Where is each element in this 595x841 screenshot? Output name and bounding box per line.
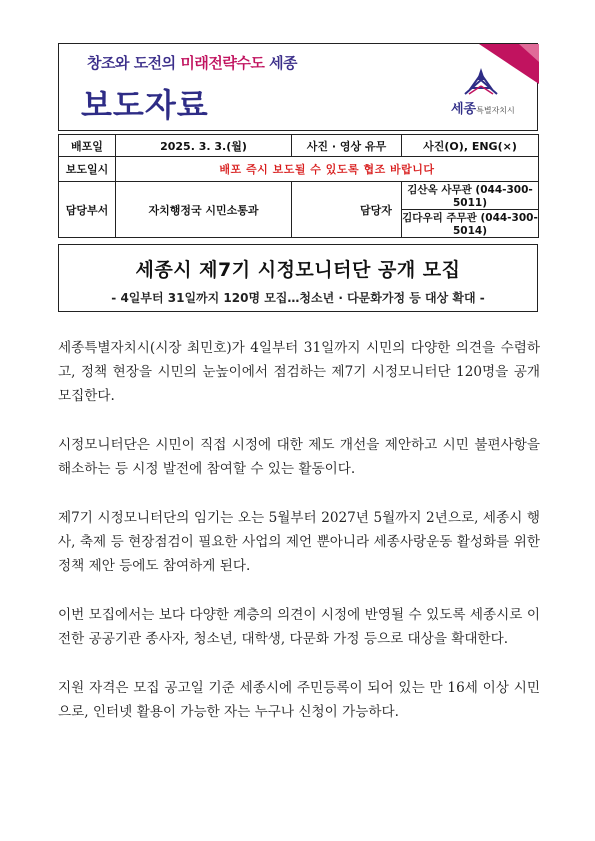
label-embargo: 보도일시	[59, 157, 116, 182]
press-info-table	[58, 134, 539, 238]
contact-1: 김산옥 사무관 (044-300-5011)	[402, 182, 539, 210]
contact-2: 김다우리 주무관 (044-300-5014)	[402, 210, 539, 238]
article-body	[58, 336, 540, 749]
sejong-logo-text	[451, 98, 515, 117]
slogan	[87, 52, 297, 73]
paragraph: 지원 자격은 모집 공고일 기준 세종시에 주민등록이 되어 있는 만 16세 이상 시민으로, 인터넷 활용이 가능한 자는 누구나 신청이 가능하다.	[58, 680, 540, 720]
paragraph: 세종특별자치시(시장 최민호)가 4일부터 31일까지 시민의 다양한 의견을 수렴하고, 정책 현장을 시민의 눈높이에서 점검하는 제7기 시정모니터단 120명을 공개 모집한다.	[58, 340, 540, 404]
label-release-date: 배포일	[59, 135, 116, 157]
sejong-logo-icon	[461, 66, 501, 96]
paragraph: 이번 모집에서는 보다 다양한 계층의 의견이 시정에 반영될 수 있도록 세종시로 이전한 공공기관 종사자, 청소년, 대학생, 다문화 가정 등으로 대상을 확대한다.	[58, 607, 540, 647]
document-type-title: 보도자료	[81, 86, 209, 124]
embargo-notice	[116, 157, 539, 182]
info-row-date	[59, 135, 539, 157]
label-contact-person	[292, 182, 402, 238]
slogan-part1: 창조와 도전의	[87, 54, 181, 72]
embargo-emphasis: 배포 즉시 보도	[219, 163, 295, 176]
logo-subname: 특별자치시	[476, 106, 515, 115]
department: 자치행정국 시민소통과	[116, 182, 292, 238]
press-release-banner	[58, 43, 538, 131]
release-date: 2025. 3. 3.(월)	[116, 135, 292, 157]
headline: 세종시 제7기 시정모니터단 공개 모집	[135, 259, 461, 281]
info-row-contact-1	[59, 182, 539, 210]
embargo-rest: 될 수 있도록 협조 바랍니다	[294, 163, 435, 176]
paragraph: 시정모니터단은 시민이 직접 시정에 대한 제도 개선을 제안하고 시민 불편사항을 해소하는 등 시정 발전에 참여할 수 있는 활동이다.	[58, 437, 540, 477]
label-department: 담당부서	[59, 182, 116, 238]
paragraph: 제7기 시정모니터단의 임기는 오는 5월부터 2027년 5월까지 2년으로, 세종시 행사, 축제 등 현장점검이 필요한 사업의 제언 뿐아니라 세종사랑운동 활성화를 위한 정책 제안 등에도 참여하게 된다.	[58, 510, 540, 574]
slogan-highlight: 미래전략수도	[180, 54, 265, 72]
headline-box	[58, 244, 538, 312]
logo-name: 세종	[451, 102, 477, 117]
label-contact-person-text: 담당자	[360, 203, 392, 217]
media-availability: 사진(O), ENG(×)	[402, 135, 539, 157]
label-media: 사진 · 영상 유무	[292, 135, 402, 157]
info-row-embargo	[59, 157, 539, 182]
subheadline: - 4일부터 31일까지 120명 모집…청소년 · 다문화가정 등 대상 확대 -	[111, 291, 485, 305]
slogan-part3: 세종	[264, 54, 298, 72]
